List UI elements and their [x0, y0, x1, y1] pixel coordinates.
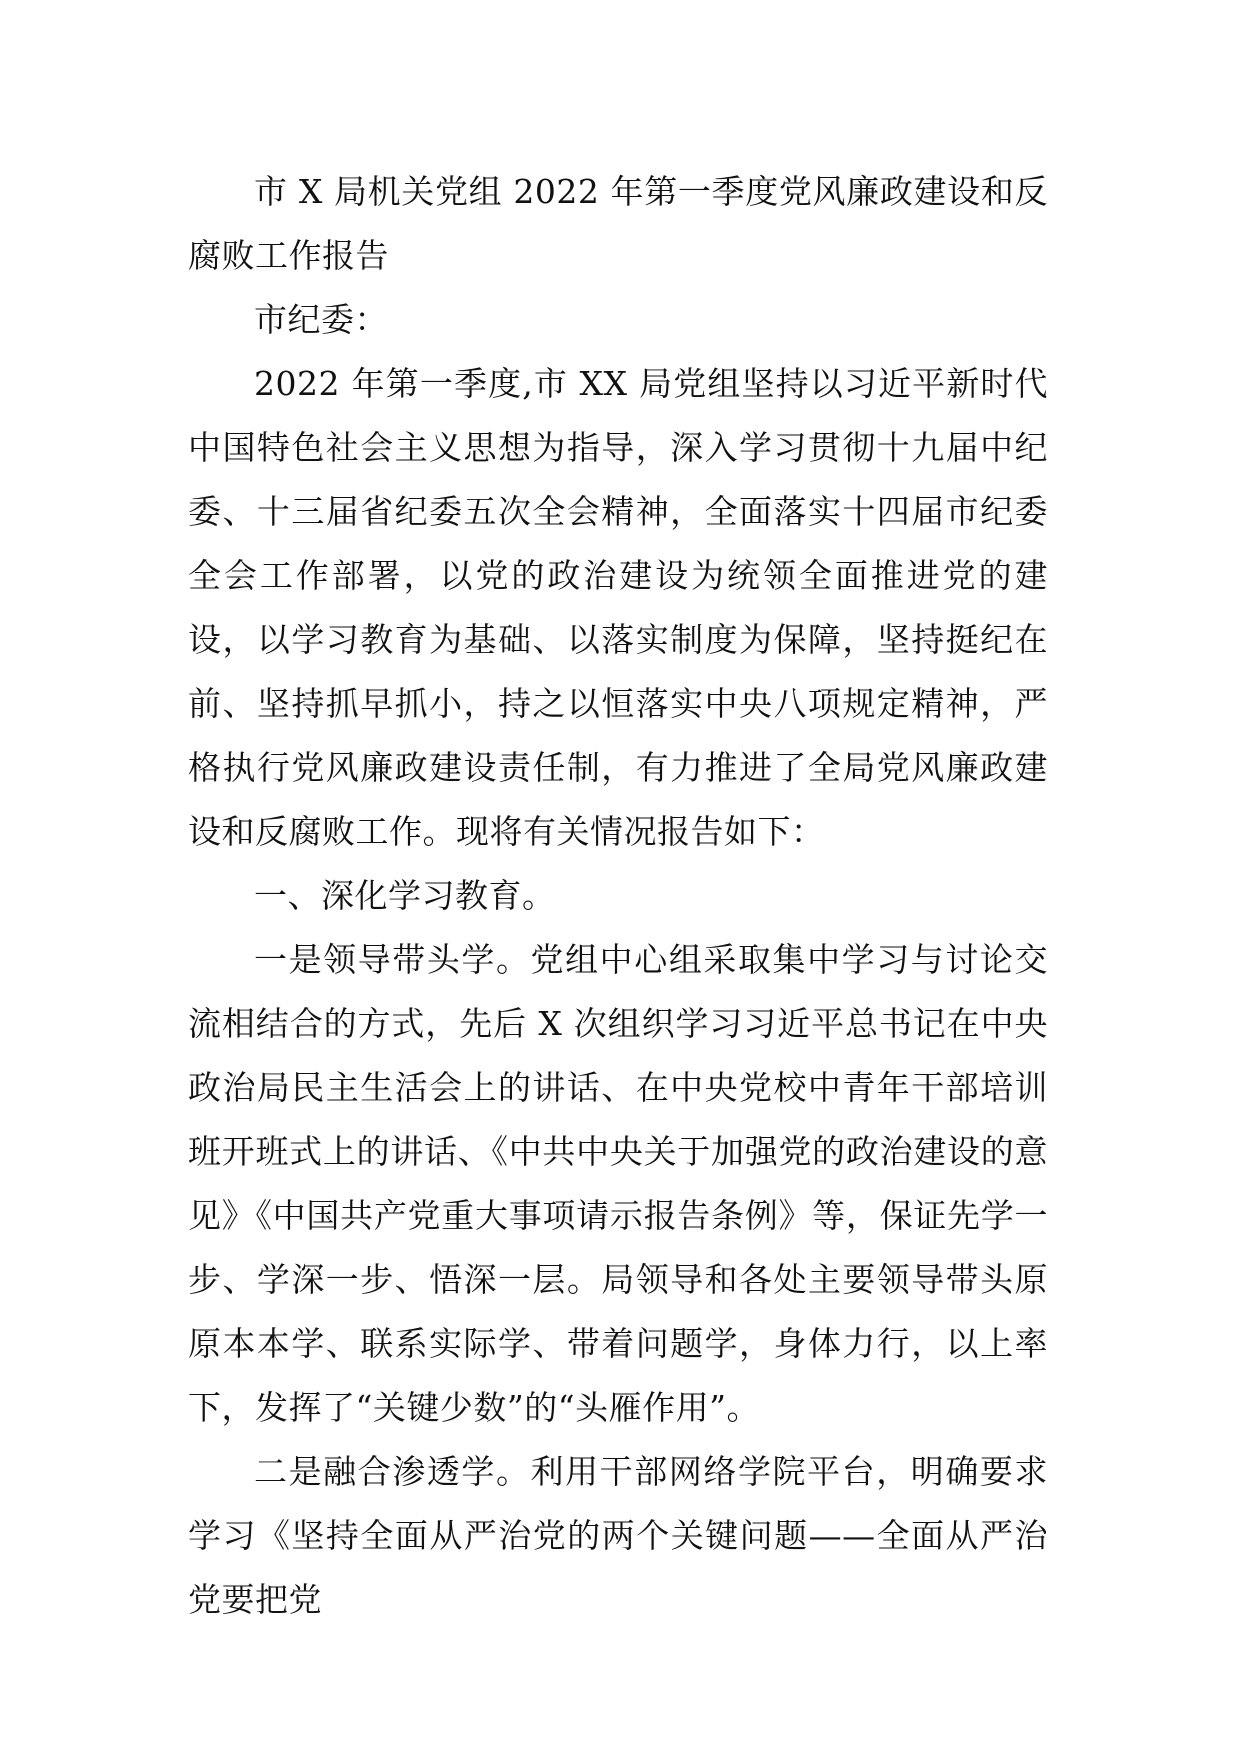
section-heading: 一、深化学习教育。: [254, 876, 556, 915]
paragraph-leadership-study: 一是领导带头学。党组中心组采取集中学习与讨论交流相结合的方式，先后 X 次组织学习习近平总书记在中央政治局民主生活会上的讲话、在中央党校中青年干部培训班开班式上的讲话、《中共中央关于加强党的政治建设的意见》《中国共产党重大事项请示报告条例》等，保证先学一步、学深一步、悟深一层。局领导和各处主要领导带头原原本本学、联系实际学、带着问题学，身体力行，以上率下，发挥了“关键少数”的“头雁作用”。: [188, 940, 1048, 1427]
document-title: 市 X 局机关党组 2022 年第一季度党风廉政建设和反腐败工作报告: [188, 172, 1048, 275]
paragraph-intro: 2022 年第一季度,市 XX 局党组坚持以习近平新时代中国特色社会主义思想为指导，深入学习贯彻十九届中纪委、十三届省纪委五次全会精神，全面落实十四届市纪委全会工作部署，以党的政治建设为统领全面推进党的建设，以学习教育为基础、以落实制度为保障，坚持挺纪在前、坚持抓早抓小，持之以恒落实中央八项规定精神，严格执行党风廉政建设责任制，有力推进了全局党风廉政建设和反腐败工作。现将有关情况报告如下：: [188, 364, 1048, 851]
salutation: 市纪委：: [254, 300, 388, 339]
document-page: [188, 160, 1048, 1632]
paragraph-integrated-study: 二是融合渗透学。利用干部网络学院平台，明确要求学习《坚持全面从严治党的两个关键问题——全面从严治党要把党: [188, 1452, 1048, 1619]
